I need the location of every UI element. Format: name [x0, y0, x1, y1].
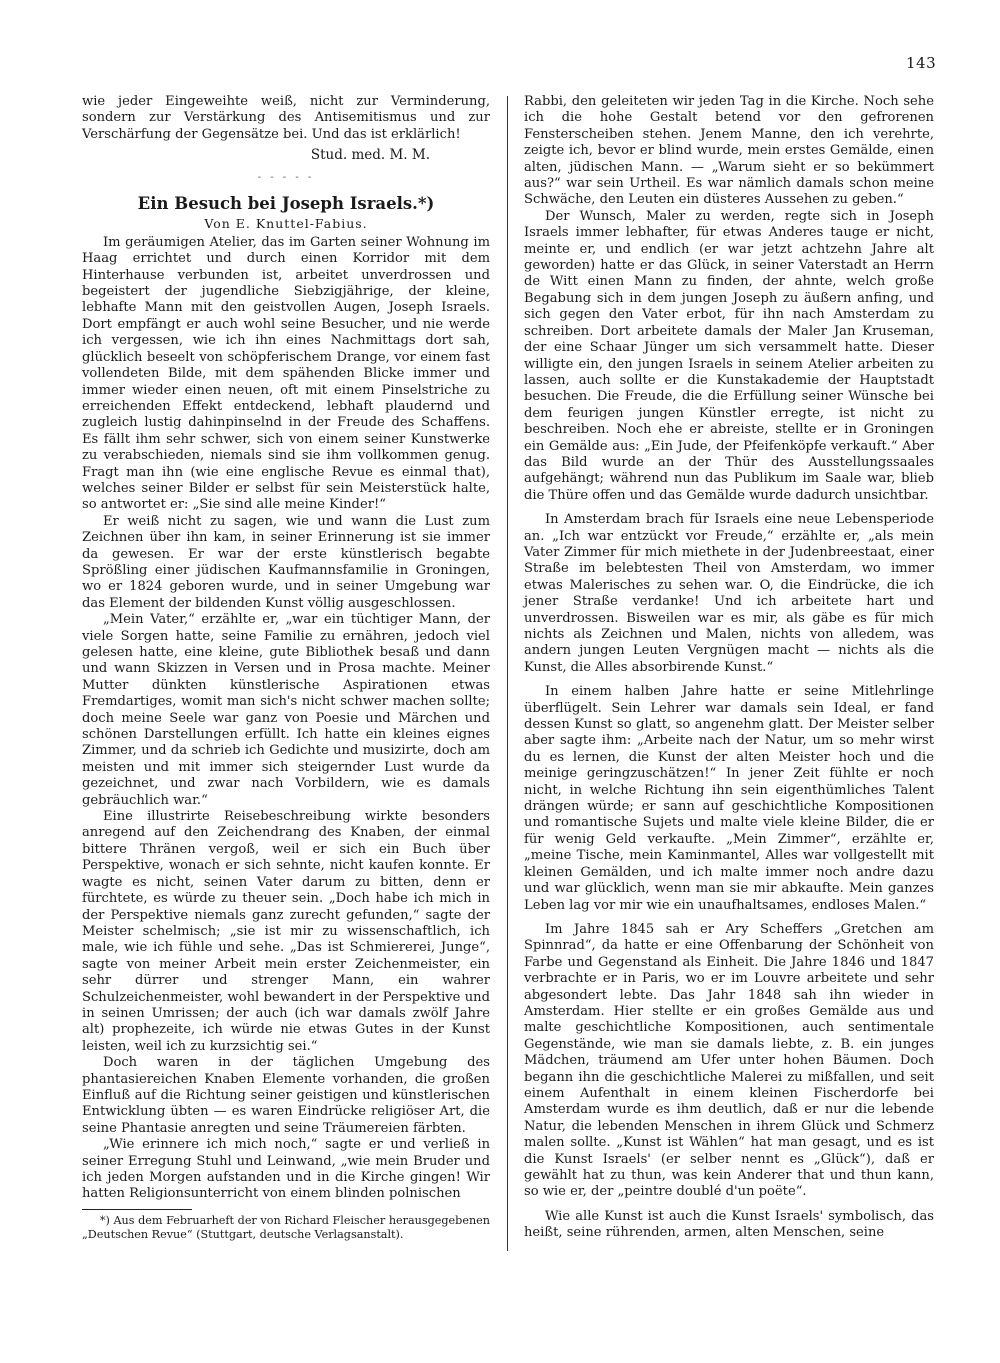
paragraph: In einem halben Jahre hatte er seine Mitlehrlinge überflügelt. Sein Lehrer war damals sein Ideal, er fand dessen Kunst so glatt, so angenehm glatt. Der Meister selber aber sagte ihm: „Arbeite nach der Natur, um so mehr wirst du es lernen, die Kunst der alten Meister hoch und die meinige geringzuschätzen!“ In jener Zeit fühlte er noch nicht, in welche Richtung ihn sein eigenthümliches Talent drängen würde; er sann auf geschichtliche Kompositionen und romantische Sujets und malte viele kleine Bilder, die er für wenig Geld verkaufte. „Mein Zimmer“, erzählte er, „meine Tische, mein Kaminmantel, Alles war vollgestellt mit kleinen Gemälden, und ich malte immer noch andre dazu und war glücklich, wenn man sie mir abkaufte. Mein ganzes Leben lag vor mir wie ein unaufhaltsames, endloses Malen.“	[524, 684, 934, 913]
footnote-rule	[82, 1209, 192, 1210]
signature: Stud. med. M. M.	[310, 147, 430, 164]
paragraph-gap	[524, 1201, 934, 1209]
paragraph-gap	[524, 504, 934, 512]
paragraph: „Mein Vater,“ erzählte er, „war ein tüchtiger Mann, der viele Sorgen hatte, seine Familie zu ernähren, jedoch viel gelesen hatte, eine kleine, gute Bibliothek besaß und dann und wann Skizzen in Versen und in Prosa machte. Meiner Mutter dünkten künstlerische Aspirationen etwas Fremdartiges, womit man sich's nicht schwer machen sollte; doch meine Seele war ganz von Poesie und Märchen und schönen Darstellungen erfüllt. Ich hatte ein kleines eignes Zimmer, und da schrieb ich Gedichte und musizirte, doch am meisten und mit immer sich steigernder Lust wurde da gezeichnet, und zwar nach Vorbildern, wie es damals gebräuchlich war.“	[82, 612, 490, 808]
left-column	[82, 94, 490, 1242]
article-title: Ein Besuch bei Joseph Israels.*)	[137, 194, 435, 214]
paragraph: Doch waren in der täglichen Umgebung des phantasiereichen Knaben Elemente vorhanden, die großen Einfluß auf die Richtung seiner geistigen und künstlerischen Entwicklung übten — es waren Eindrücke religiöser Art, die seine Phantasie anregten und seine Träumereien färbten.	[82, 1055, 490, 1136]
paragraph: Er weiß nicht zu sagen, wie und wann die Lust zum Zeichnen über ihn kam, in seiner Erinnerung ist sie immer da gewesen. Er war der erste künstlerisch begabte Sprößling einer jüdischen Kaufmannsfamilie in Groningen, wo er 1824 geboren wurde, und in seiner Umgebung war das Element der bildenden Kunst völlig ausgeschlossen.	[82, 513, 490, 611]
paragraph-gap	[524, 914, 934, 922]
paragraph: Im Jahre 1845 sah er Ary Scheffers „Gretchen am Spinnrad“, da hatte er eine Offenbarung der Schönheit von Farbe und Gegenstand als Einheit. Die Jahre 1846 und 1847 verbrachte er in Paris, wo er im Louvre arbeitete und sehr abgesondert lebte. Das Jahr 1848 sah ihn wieder in Amsterdam. Hier stellte er ein großes Gemälde aus und malte geschichtliche Kompositionen, auch sentimentale Gegenstände, wie man sie damals liebte, z. B. ein junges Mädchen, träumend am Ufer unter hohen Bäumen. Doch begann ihn die geschichtliche Malerei zu mißfallen, und seit einem Aufenthalt in einem kleinen Fischerdorfe bei Amsterdam wurde es ihm deutlich, daß er nur die lebende Natur, die lebenden Menschen in ihrem Glück und Schmerz malen sollte. „Kunst ist Wählen“ hat man gesagt, und es ist die Kunst Israels' (er selber nennt es „Glück“), daß er gewählt hat zu thun, was kein Anderer that und thun kann, so wie er, der „peintre doublé d'un poëte“.	[524, 921, 934, 1200]
paragraph: Im geräumigen Atelier, das im Garten seiner Wohnung im Haag errichtet und durch einen Korridor mit dem Hinterhause verbunden ist, arbeitet unverdrossen und begeistert der jugendliche Siebzigjährige, der kleine, lebhafte Mann mit den geistvollen Augen, Joseph Israels. Dort empfängt er auch wohl seine Besucher, und nie werde ich vergessen, wie ich ihn eines Nachmittags dort sah, glücklich beseelt von schöpferischem Drange, vor einem fast vollendeten Bilde, mit dem spähenden Blicke immer und immer wieder einen neuen, oft mit einem Pinselstriche zu erreichenden Effekt entdeckend, lebhaft plaudernd und zugleich lustig dahinpinselnd in der Freude des Schaffens. Es fällt ihm sehr schwer, sich von einem seiner Kunstwerke zu verabschieden, niemals sind sie ihm vollkommen genug. Fragt man ihn (wie eine englische Revue es einmal that), welches seiner Bilder er selbst für sein Meisterstück halte, so antwortet er: „Sie sind alle meine Kinder!“	[82, 234, 490, 513]
paragraph: Eine illustrirte Reisebeschreibung wirkte besonders anregend auf den Zeichendrang des Knaben, der einmal bittere Thränen vergoß, weil er sich ein Buch über Perspektive, wonach er sich sehnte, nicht kaufen konnte. Er wagte es nicht, seinen Vater darum zu bitten, denn er fürchtete, es würde zu theuer sein. „Doch habe ich mich in der Perspektive niemals ganz zurecht gefunden,“ sagte der Meister schelmisch; „sie ist mir zu wissenschaftlich, ich male, wie ich fühle und sehe. „Das ist Schmiererei, Junge“, sagte von meiner Arbeit mein erster Zeichenmeister, ein sehr dürrer und strenger Mann, ein wahrer Schulzeichenmeister, wohl bewandert in der Perspektive und in seinen Umrissen; der auch (ich war damals zwölf Jahre alt) prophezeite, ich würde nie etwas Gutes in der Kunst leisten, weil ich zu kurzsichtig sei.“	[82, 809, 490, 1054]
right-column	[524, 94, 934, 1242]
article-byline: Von E. Knuttel-Fabius.	[204, 216, 368, 232]
section-ornament: - - - - -	[257, 171, 315, 183]
paragraph: Wie alle Kunst ist auch die Kunst Israels' symbolisch, das heißt, seine rührenden, armen, alten Menschen, seine	[524, 1208, 934, 1241]
paragraph: „Wie erinnere ich mich noch,“ sagte er und verließ in seiner Erregung Stuhl und Leinwand, „wie mein Bruder und ich jeden Morgen aufstanden und in die Kirche gingen! Wir hatten Religionsunterricht von einem blinden polnischen	[82, 1137, 490, 1202]
paragraph-gap	[524, 676, 934, 684]
paragraph: In Amsterdam brach für Israels eine neue Lebensperiode an. „Ich war entzückt vor Freude,“ erzählte er, „als mein Vater Zimmer für mich miethete in der Judenbreestaat, einer Straße im belebtesten Theil von Amsterdam, wo immer etwas Malerisches zu sehen war. O, die Eindrücke, die ich jener Straße verdanke! Und ich arbeitete hart und unverdrossen. Bisweilen war es mir, als gäbe es für mich nichts als Zeichnen und Malen, nichts von alledem, was andern jungen Leuten Vergnügen macht — nichts als die Kunst, die Alles absorbirende Kunst.“	[524, 512, 934, 675]
paragraph: Der Wunsch, Maler zu werden, regte sich in Joseph Israels immer lebhafter, für etwas Anderes tauge er nicht, meinte er, und endlich (er war jetzt achtzehn Jahre alt geworden) hatte er das Glück, in seiner Vaterstadt an Herrn de Witt einen Mann zu finden, der ahnte, welch große Begabung sich in dem jungen Joseph zu äußern anfing, und sich gegen den Vater erbot, für ihn nach Amsterdam zu schreiben. Dort arbeitete damals der Maler Jan Kruseman, der eine Schaar Jünger um sich versammelt hatte. Dieser willigte ein, den jungen Israels in seinem Atelier arbeiten zu lassen, auch sollte er die Kunstakademie der Hauptstadt besuchen. Die Freude, die die Erfüllung seiner Wünsche bei dem feurigen jungen Künstler erregte, ist nicht zu beschreiben. Noch ehe er abreiste, stellte er in Groningen ein Gemälde aus: „Ein Jude, der Pfeifenköpfe verkauft.“ Aber das Bild wurde an der Thür des Ausstellungssaales aufgehängt; während nun das Publikum im Saale war, blieb die Thüre offen und das Gemälde wurde dadurch unsichtbar.	[524, 208, 934, 503]
paragraph-continuation: Rabbi, den geleiteten wir jeden Tag in die Kirche. Noch sehe ich die hohe Gestalt betend vor den gefrorenen Fensterscheiben stehen. Jenem Manne, den ich verehrte, zeigte ich, bevor er blind wurde, mein erstes Gemälde, einen alten, jüdischen Mann. — „Warum sieht er so bekümmert aus?“ war sein Urtheil. Es war nämlich damals schon meine Schwäche, den Leuten ein düsteres Aussehen zu geben.“	[524, 94, 934, 208]
footnote: *) Aus dem Februarheft der von Richard Fleischer herausgegebenen „Deutschen Revue“ (Stuttgart, deutsche Verlagsanstalt).	[82, 1213, 490, 1241]
paragraph-continuation: wie jeder Eingeweihte weiß, nicht zur Verminderung, sondern zur Verstärkung des Antisemitismus und zur Verschärfung der Gegensätze bei. Und das ist erklärlich!	[82, 94, 490, 142]
column-divider	[507, 96, 508, 1251]
page-number: 143	[906, 54, 937, 72]
